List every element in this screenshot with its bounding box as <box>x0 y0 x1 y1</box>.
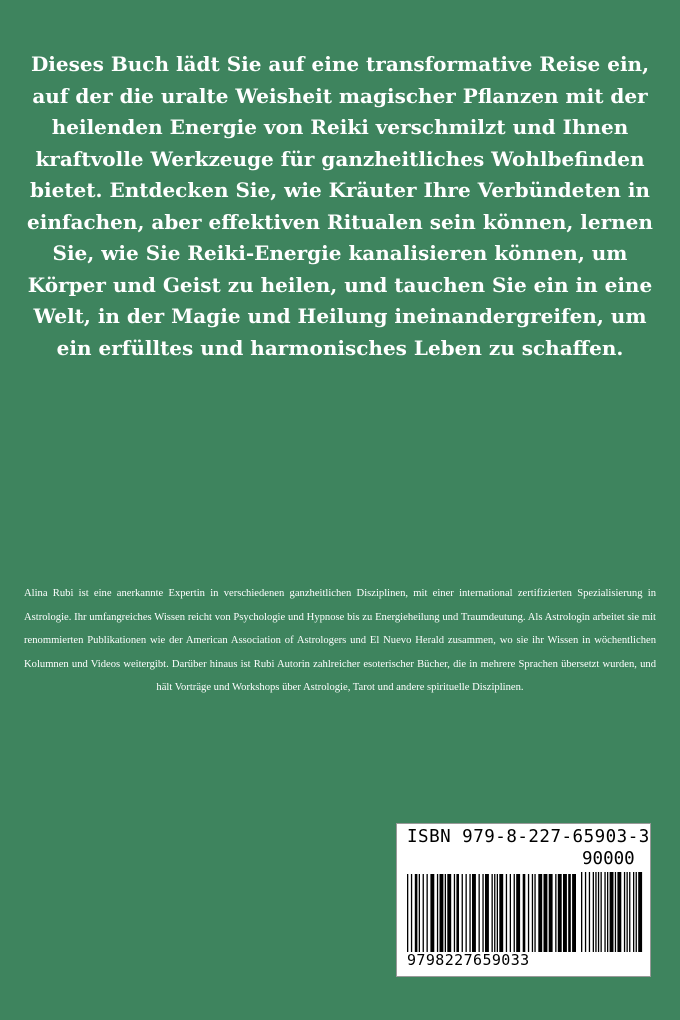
ean-bars <box>407 874 579 952</box>
barcode-stripe <box>604 872 605 952</box>
barcode-stripe <box>497 874 498 952</box>
barcode-stripe <box>456 874 459 952</box>
barcode-stripe <box>558 874 562 952</box>
barcode-stripe <box>636 872 637 952</box>
barcode-stripe <box>440 874 444 952</box>
barcode-stripe <box>563 874 567 952</box>
barcode-stripe <box>479 874 480 952</box>
barcode-stripe <box>469 874 470 952</box>
barcode-stripe <box>555 874 556 952</box>
barcode-stripe <box>581 872 582 952</box>
barcode-stripe <box>492 874 493 952</box>
isbn-label: ISBN 979-8-227-65903-3 <box>407 827 650 847</box>
barcode-stripe <box>423 874 424 952</box>
barcode-stripe <box>510 874 511 952</box>
isbn-barcode <box>396 823 651 977</box>
addon-bars <box>581 872 643 952</box>
barcode-stripe <box>528 874 529 952</box>
barcode-stripe <box>568 874 571 952</box>
barcode-stripe <box>462 874 463 952</box>
barcode-stripe <box>593 872 594 952</box>
barcode-stripe <box>549 874 553 952</box>
ean-digits: 9798227659033 <box>407 951 530 969</box>
barcode-stripe <box>485 874 489 952</box>
barcode-stripe <box>482 874 483 952</box>
barcode-stripe <box>516 874 520 952</box>
barcode-stripe <box>466 874 467 952</box>
barcode-stripe <box>411 874 412 952</box>
barcode-stripe <box>472 874 476 952</box>
barcode-stripe <box>534 874 535 952</box>
barcode-stripe <box>407 874 408 952</box>
barcode-stripe <box>572 874 576 952</box>
barcode-stripe <box>538 874 542 952</box>
barcode-stripe <box>607 872 608 952</box>
barcode-stripe <box>454 874 455 952</box>
back-cover-blurb: Dieses Buch lädt Sie auf eine transformative Reise ein, auf der die uralte Weisheit magischer Pflanzen mit der heilenden Energie von Reiki verschmilzt und Ihnen kraftvolle Werkzeuge für ganzheitliches Wohlbefinden bietet. Entdecken Sie, wie Kräuter Ihre Verbündeten in einfachen, aber effektiven Ritualen sein können, lernen Sie, wie Sie Reiki-Energie kanalisieren können, um Körper und Geist zu heilen, und tauchen Sie ein in eine Welt, in der Magie und Heilung ineinandergreifen, um ein erfülltes und harmonisches Leben zu schaffen. <box>27 52 653 360</box>
barcode-stripe <box>494 874 495 952</box>
barcode-stripe <box>514 874 515 952</box>
barcode-stripe <box>544 874 548 952</box>
barcode-stripe <box>601 872 602 952</box>
barcode-stripe <box>624 872 625 952</box>
barcode-stripe <box>506 874 507 952</box>
barcode-stripe <box>532 874 533 952</box>
barcode-stripe <box>589 872 590 952</box>
barcode-stripe <box>610 872 614 952</box>
barcode-stripe <box>499 874 503 952</box>
barcode-stripe <box>415 874 418 952</box>
barcode-stripe <box>598 872 599 952</box>
barcode-stripe <box>617 872 621 952</box>
barcode-addon-digits: 90000 <box>582 849 635 869</box>
barcode-stripe <box>615 872 616 952</box>
barcode-stripe <box>585 872 586 952</box>
barcode-stripe <box>629 872 630 952</box>
barcode-stripe <box>595 872 596 952</box>
barcode-stripe <box>445 874 446 952</box>
barcode-stripe <box>638 872 642 952</box>
barcode-stripe <box>627 872 628 952</box>
barcode-stripe <box>447 874 451 952</box>
author-bio: Alina Rubi ist eine anerkannte Expertin in verschiedenen ganzheitlichen Disziplinen, mit einer international zertifizierten Spezialisierung in Astrologie. Ihr umfangreiches Wissen reicht von Psychologie und Hypnose bis zu Energieheilung und Traumdeutung. Als Astrologin arbeitet sie mit renommierten Publikationen wie der American Association of Astrologers und El Nuevo Herald zusammen, wo sie ihr Wissen in wöchentlichen Kolumnen und Videos weitergibt. Darüber hinaus ist Rubi Autorin zahlreicher esoterischer Bücher, die in mehrere Sprachen übersetzt wurden, und hält Vorträge und Workshops über Astrologie, Tarot und andere spirituelle Disziplinen. <box>24 588 656 693</box>
barcode-stripe <box>523 874 526 952</box>
barcode-stripe <box>633 872 634 952</box>
barcode-stripe <box>437 874 438 952</box>
barcode-stripe <box>419 874 420 952</box>
barcode-stripe <box>430 874 434 952</box>
barcode-stripe <box>427 874 428 952</box>
